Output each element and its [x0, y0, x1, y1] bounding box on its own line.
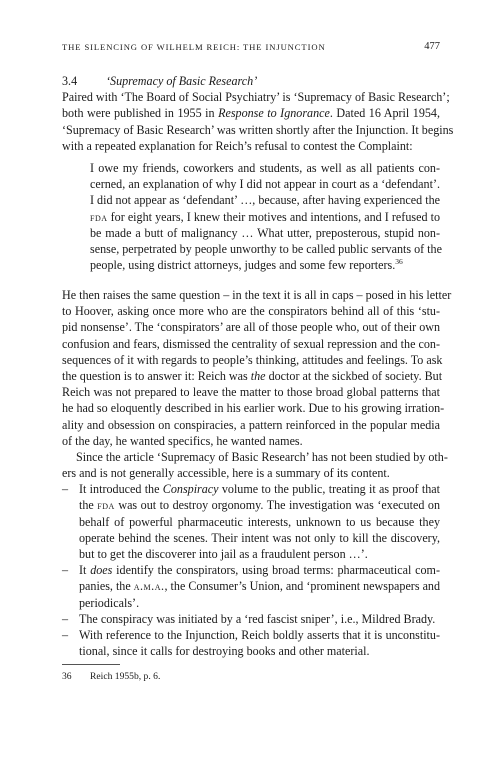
running-title: THE SILENCING OF WILHELM REICH: THE INJUNCTION	[62, 42, 326, 52]
dash-marker: –	[62, 563, 69, 578]
footnote-divider	[62, 664, 120, 665]
bullet-line: With reference to the Injunction, Reich boldly asserts that it is unconstitu-	[79, 627, 440, 642]
intro-line: Paired with ‘The Board of Social Psychiatry’ is ‘Supremacy of Basic Research’;	[62, 90, 450, 105]
body-line: he had so eloquently described in his earlier work. Due to his growing irration-	[62, 401, 445, 416]
fda-abbrev: fda	[97, 498, 115, 513]
footnote	[62, 671, 440, 683]
section-heading	[62, 73, 440, 89]
footnote-number: 36	[62, 671, 72, 682]
body-line: He then raises the same question – in the text it is all in caps – posed in his letter	[62, 288, 452, 302]
emphasis: does	[90, 563, 113, 578]
bullet-line: the fda was out to destroy orgonomy. The investigation was ‘executed on	[79, 498, 440, 513]
summary-item	[62, 611, 440, 627]
body-line: ality and obsession on conspiracies, a pattern reinforced in the popular media	[62, 417, 440, 432]
body-line: Since the article ‘Supremacy of Basic Research’ has not been studied by oth-	[76, 449, 448, 464]
summary-item	[62, 627, 440, 659]
bullet-line: periodicals’.	[79, 595, 140, 610]
section-number: 3.4	[62, 74, 78, 88]
body-line: the question is to answer it: Reich was the doctor at the sickbed of society. But	[62, 368, 443, 383]
quote-line: sense, perpetrated by people unworthy to be called public servants of the	[90, 241, 442, 256]
summary-item	[62, 562, 440, 611]
intro-line: ‘Supremacy of Basic Research’ was written shortly after the Injunction. It begins	[62, 122, 454, 137]
ama-abbrev: a.m.a.	[133, 579, 165, 594]
intro-line: both were published in 1955 in Response to Ignorance. Dated 16 April 1954,	[62, 106, 440, 121]
bullet-line: panies, the a.m.a., the Consumer’s Union, and ‘prominent newspapers and	[79, 579, 441, 594]
quote-line: I did not appear as ‘defendant’ …, because, after having experienced the	[90, 193, 440, 208]
quote-line: be made a butt of malignancy … What utter, preposterous, stupid non-	[90, 225, 440, 240]
dash-marker: –	[62, 482, 69, 497]
footnote-reference[interactable]: 36	[395, 257, 403, 267]
quote-line: cerned, an explanation of why I did not appear in court as a ‘defendant’.	[90, 177, 440, 192]
body-text	[62, 287, 452, 659]
quote-line: people, using district attorneys, judges and some few reporters.$^{36}$	[90, 257, 403, 273]
bullet-line: but to get the discoverer into jail as a fraudulent person …’.	[79, 547, 368, 561]
section-intro	[62, 73, 454, 154]
intro-line: with a repeated explanation for Reich’s refusal to contest the Complaint:	[62, 138, 413, 153]
body-line: to Hoover, asking once more who are the conspirators behind all of this ‘stu-	[62, 304, 440, 319]
body-line: confusion and fears, dismissed the centrality of sexual repression and the con-	[62, 336, 440, 351]
bullet-line: behalf of powerful pharmaceutic interests, unknown to us because they	[79, 514, 440, 529]
body-line: of the day, he wanted specifics, he wanted names.	[62, 433, 303, 448]
running-header	[62, 41, 440, 53]
body-line: ers and is not generally accessible, here is a summary of its content.	[62, 466, 390, 481]
summary-item	[62, 481, 440, 562]
book-title: Response to Ignorance	[218, 106, 330, 121]
fda-abbrev: fda	[90, 209, 108, 224]
footnote-text: Reich 1955b, p. 6.	[90, 671, 161, 682]
bullet-line: The conspiracy was initiated by a ‘red fascist sniper’, i.e., Mildred Brady.	[79, 611, 436, 626]
dash-marker: –	[62, 627, 69, 642]
emphasis: the	[250, 368, 266, 383]
emphasis: Conspiracy	[162, 482, 219, 497]
body-line: sequences of it with regards to people’s thinking, attitudes and feelings. To ask	[62, 352, 443, 367]
body-line: Reich was not prepared to leave the matter to those broad global patterns that	[62, 385, 440, 400]
bullet-line: operate behind the scenes. Their intent was not only to kill the discovery,	[79, 530, 440, 545]
section-title: ‘Supremacy of Basic Research’	[106, 74, 258, 88]
dash-marker: –	[62, 611, 69, 626]
bullet-line: tional, since it calls for destroying books and other material.	[79, 644, 370, 659]
quote-line: fda for eight years, I knew their motives and intentions, and I refused to	[90, 209, 440, 224]
quote-line: I owe my friends, coworkers and students, as well as all patients con-	[90, 161, 440, 175]
block-quote	[90, 160, 440, 273]
bullet-line: It introduced the Conspiracy volume to the public, treating it as proof that	[79, 482, 441, 497]
page-number: 477	[424, 41, 440, 52]
body-line: pid nonsense’. The ‘conspirators’ are all of those people who, out of their own	[62, 320, 441, 335]
bullet-line: It does identify the conspirators, using broad terms: pharmaceutical com-	[79, 563, 440, 578]
